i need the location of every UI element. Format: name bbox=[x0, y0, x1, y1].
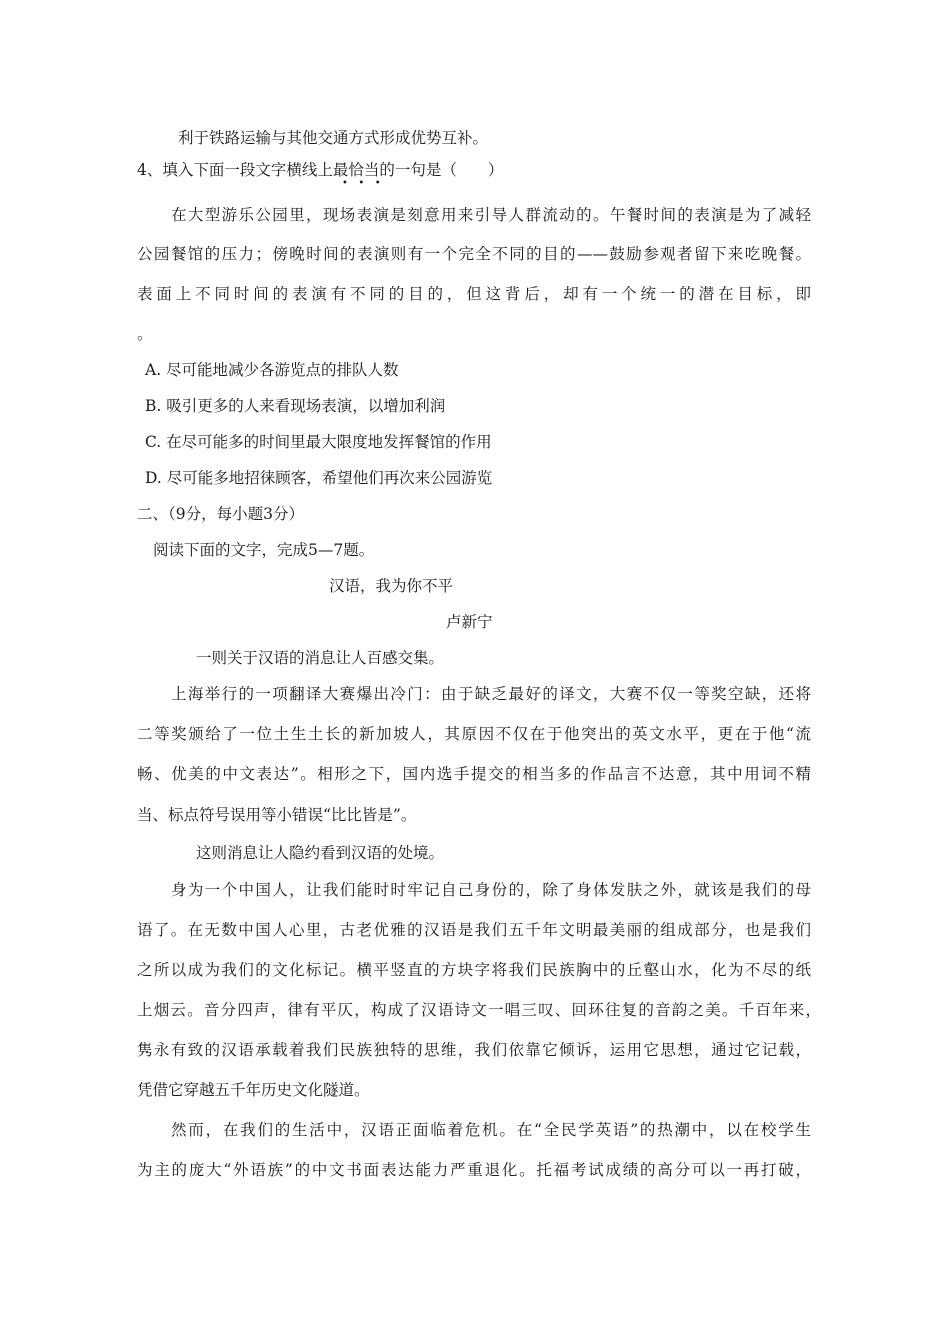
paragraph-4-line-6: 凭借它穿越五千年历史文化隧道。 bbox=[137, 1081, 370, 1099]
q4-passage-line-4: 。 bbox=[137, 325, 153, 343]
paragraph-5-line-1: 然而，在我们的生活中，汉语正面临着危机。在“全民学英语”的热潮中，以在校学生 bbox=[171, 1121, 811, 1139]
paragraph-2-line-2: 二等奖颁给了一位土生土长的新加坡人，其原因不仅在于他突出的英文水平，更在于他“流 bbox=[137, 725, 811, 743]
paragraph-4-line-5: 隽永有致的汉语承载着我们民族独特的思维，我们依靠它倾诉，运用它思想，通过它记载， bbox=[137, 1041, 811, 1059]
option-a: A. 尽可能地减少各游览点的排队人数 bbox=[145, 361, 399, 379]
article-title: 汉语，我为你不平 bbox=[329, 577, 454, 595]
paragraph-4-line-4: 上烟云。音分四声，律有平仄，构成了汉语诗文一唱三叹、回环往复的音韵之美。千百年来， bbox=[137, 1001, 821, 1019]
q4-stem: 4、填入下面一段文字横线上最恰当的一句是（ ） bbox=[137, 161, 504, 179]
q4-passage-line-3: 表面上不同时间的表演有不同的目的，但这背后，却有一个统一的潜在目标，即 bbox=[137, 285, 811, 303]
paragraph-2-line-4: 当、标点符号误用等小错误“比比皆是”。 bbox=[137, 806, 417, 824]
q4-passage-line-2: 公园餐馆的压力；傍晚时间的表演则有一个完全不同的目的——鼓励参观者留下来吃晚餐。 bbox=[137, 245, 811, 263]
paragraph-1: 一则关于汉语的消息让人百感交集。 bbox=[196, 649, 445, 667]
option-b: B. 吸引更多的人来看现场表演，以增加利润 bbox=[145, 397, 446, 415]
option-c: C. 在尽可能多的时间里最大限度地发挥餐馆的作用 bbox=[145, 433, 492, 451]
paragraph-5-line-2: 为主的庞大“外语族”的中文书面表达能力严重退化。托福考试成绩的高分可以一再打破， bbox=[137, 1161, 811, 1179]
emphasis-dots: ••• bbox=[342, 178, 392, 189]
paragraph-4-line-2: 语了。在无数中国人心里，古老优雅的汉语是我们五千年文明最美丽的组成部分，也是我们 bbox=[137, 921, 811, 939]
paragraph-3: 这则消息让人隐约看到汉语的处境。 bbox=[196, 844, 445, 862]
paragraph-4-line-3: 之所以成为我们的文化标记。横平竖直的方块字将我们民族胸中的丘壑山水，化为不尽的纸 bbox=[137, 961, 811, 979]
q4-passage-line-1: 在大型游乐公园里，现场表演是刻意用来引导人群流动的。午餐时间的表演是为了减轻 bbox=[171, 206, 811, 224]
paragraph-4-line-1: 身为一个中国人，让我们能时时牢记自己身份的，除了身体发肤之外，就该是我们的母 bbox=[171, 881, 811, 899]
paragraph-2-line-1: 上海举行的一项翻译大赛爆出冷门：由于缺乏最好的译文，大赛不仅一等奖空缺，还将 bbox=[171, 685, 811, 703]
option-d: D. 尽可能多地招徕顾客，希望他们再次来公园游览 bbox=[145, 469, 493, 487]
q3-tail-line: 利于铁路运输与其他交通方式形成优势互补。 bbox=[178, 129, 489, 147]
article-author: 卢新宁 bbox=[446, 613, 493, 631]
paragraph-2-line-3: 畅、优美的中文表达”。相形之下，国内选手提交的相当多的作品言不达意，其中用词不精 bbox=[137, 765, 811, 783]
reading-instruction: 阅读下面的文字，完成5—7题。 bbox=[153, 541, 375, 559]
section-heading: 二、（9分，每小题3分） bbox=[137, 505, 304, 523]
